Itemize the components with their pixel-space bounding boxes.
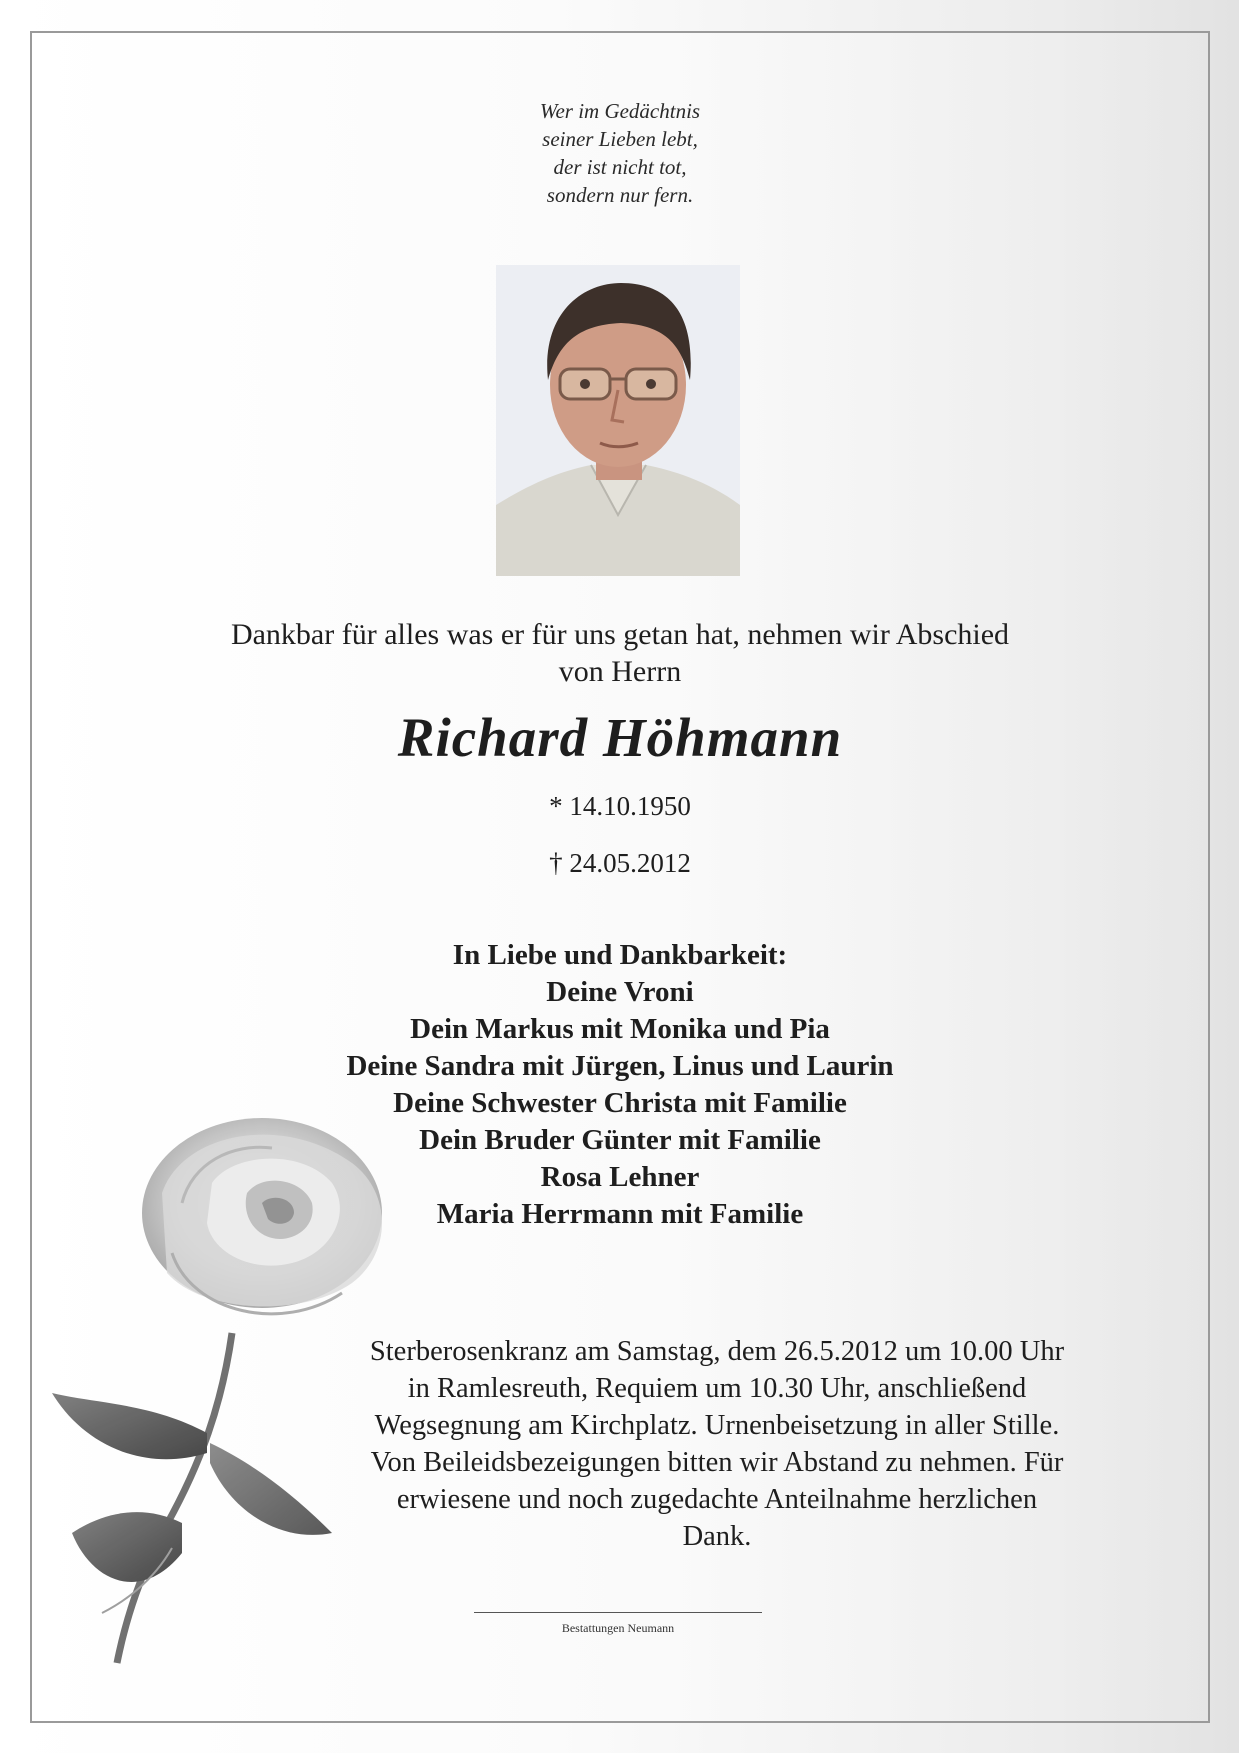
notice-line: Dank. xyxy=(682,1521,752,1552)
quote xyxy=(32,97,1208,209)
mourner: Deine Sandra mit Jürgen, Linus und Laurin xyxy=(346,1050,894,1082)
death-date: † 24.05.2012 xyxy=(549,848,691,878)
quote-line: sondern nur fern. xyxy=(546,183,694,207)
intro-line: Dankbar für alles was er für uns getan hat, nehmen wir Abschied xyxy=(230,618,1010,651)
undertaker-name: Bestattungen Neumann xyxy=(561,1621,675,1635)
mourner: Dein Markus mit Monika und Pia xyxy=(410,1013,830,1045)
intro-text xyxy=(32,616,1208,690)
intro-line: von Herrn xyxy=(558,655,682,688)
quote-line: der ist nicht tot, xyxy=(553,155,687,179)
deceased-name: Richard Höhmann xyxy=(397,707,843,768)
notice-line: erwiesene und noch zugedachte Anteilnahme herzlichen xyxy=(396,1484,1038,1515)
notice-line: Von Beileidsbezeigungen bitten wir Abstand zu nehmen. Für xyxy=(370,1447,1064,1478)
quote-line: Wer im Gedächtnis xyxy=(539,99,701,123)
obituary-card xyxy=(30,31,1210,1723)
mourner: Maria Herrmann mit Familie xyxy=(436,1198,804,1230)
mourner: Dein Bruder Günter mit Familie xyxy=(419,1124,821,1156)
signature-divider xyxy=(474,1612,762,1613)
quote-line: seiner Lieben lebt, xyxy=(542,127,698,151)
portrait-photo xyxy=(496,265,740,576)
mourner: Rosa Lehner xyxy=(540,1161,700,1193)
notice-line: Wegsegnung am Kirchplatz. Urnenbeisetzung in aller Stille. xyxy=(374,1410,1060,1441)
service-notice xyxy=(282,1333,1152,1555)
mourner: Deine Schwester Christa mit Familie xyxy=(393,1087,847,1119)
notice-line: Sterberosenkranz am Samstag, dem 26.5.2012 um 10.00 Uhr xyxy=(369,1336,1065,1367)
mourner: Deine Vroni xyxy=(546,976,694,1008)
birth-date: * 14.10.1950 xyxy=(549,791,691,821)
mourners-heading: In Liebe und Dankbarkeit: xyxy=(452,939,788,971)
mourners-list xyxy=(32,937,1208,1233)
notice-line: in Ramlesreuth, Requiem um 10.30 Uhr, anschließend xyxy=(407,1373,1027,1404)
